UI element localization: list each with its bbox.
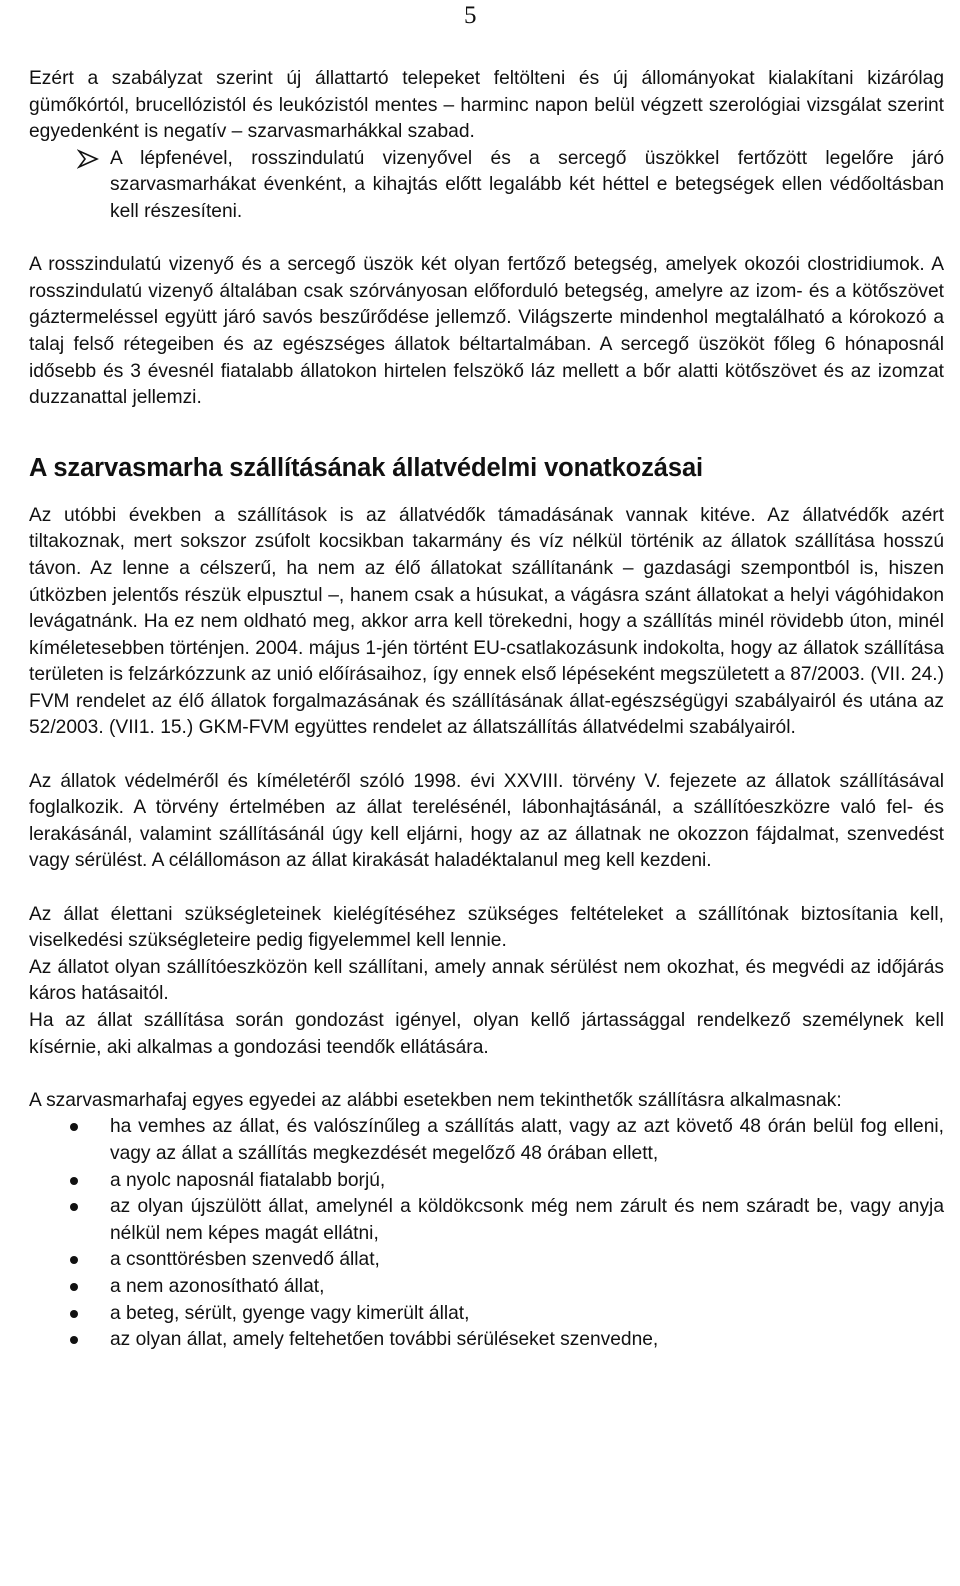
bullet-dot-icon [70,1256,78,1264]
list-item [29,1114,944,1167]
disease-paragraph: A rosszindulatú vizenyő és a sercegő üszök két olyan fertőző betegség, amelyek okozói clostridiumok. A rosszindulatú vizenyő általában csak szórványosan előforduló betegség, amelyre az izom- és a kötőszövet gáztermeléssel együtt járó savós beszűrődése jellemző. Világszerte mindenhol megtalálható a kórokozó a talaj felső rétegeiben és az egészséges állatok béltartalmában. A sercegő üszököt főleg 6 hónaposnál idősebb és 3 évesnél fiatalabb állatokon hirtelen felszökő láz mellett a bőr alatti kötőszövet és az izomzat duzzanattal jellemzi. [29,254,944,409]
document-body [29,66,944,1354]
list-item-text: a nem azonosítható állat, [110,1275,325,1297]
arrow-bullet-icon [77,149,99,169]
bullet-dot-icon [70,1203,78,1211]
section-heading: A szarvasmarha szállításának állatvédelmi vonatkozásai [29,453,704,482]
unfit-intro-paragraph: A szarvasmarhafaj egyes egyedei az alábbi esetekben nem tekinthetők szállításra alkalmasnak: [29,1089,842,1111]
list-item [29,1274,944,1301]
page-number: 5 [464,2,477,29]
needs-paragraph-2: Az állatot olyan szállítóeszközön kell szállítani, amely annak sérülést nem okozhat, és megvédi az időjárás káros hatásaitól. [29,956,944,1005]
list-item-text: a nyolc naposnál fiatalabb borjú, [110,1169,386,1191]
arrow-list-item-text: A lépfenével, rosszindulatú vizenyővel és a sercegő üszökkel fertőzött legelőre járó szarvasmarhákat évenként, a kihajtás előtt legalább két héttel e betegségek ellen védőoltásban kell részesíteni. [110,147,944,222]
list-item-text: az olyan állat, amely feltehetően további sérüléseket szenvedne, [110,1329,659,1351]
needs-paragraph-3: Ha az állat szállítása során gondozást igényel, olyan kellő jártassággal rendelkező személynek kell kísérnie, aki alkalmas a gondozási teendők ellátására. [29,1010,944,1058]
needs-paragraph-1: Az állat élettani szükségleteinek kielégítéséhez szükséges feltételeket a szállítónak biztosítania kell, viselkedési szükségleteire pedig figyelemmel kell lennie. [29,903,944,952]
bullet-dot-icon [70,1123,78,1131]
list-item [29,1301,944,1328]
bullet-dot-icon [70,1336,78,1344]
transport-paragraph: Az utóbbi években a szállítások is az állatvédők támadásának vannak kitéve. Az állatvédők azért tiltakoznak, mert sokszor zsúfolt kocsikban takarmány és víz nélkül történik az állatok szállítása hosszú távon. Az lenne a célszerű, ha nem az élő állatokat szállítanánk – gazdasági szempontból is, hiszen útközben jelentős részük elpusztul –, hanem csak a húsukat, a vágásra szánt állatokat a helyi vágóhidakon levágatnánk. Ha ez nem oldható meg, akkor arra kell törekedni, hogy a szállítás minél rövidebb úton, minél kíméletesebben történjen. 2004. május 1-jén történt EU-csatlakozásunk indokolta, hogy az állatok szállítása területen is felzárkózzunk az unió előírásaihoz, így ennek első lépéseként megszületett a 87/2003. (VII. 24.) FVM rendelet az élő állatok forgalmazásának és szállításának állat-egészségügyi szabályairól és utána az 52/2003. (VII1. 15.) GKM-FVM együttes rendelet az állatszállítás állatvédelmi szabályairól. [29,504,944,739]
bullet-dot-icon [70,1177,78,1185]
list-item-text: a beteg, sérült, gyenge vagy kimerült állat, [110,1302,470,1324]
list-item-text: az olyan újszülött állat, amelynél a köldökcsonk még nem zárult és nem száradt be, vagy anyja nélkül nem képes magát ellátni, [110,1196,944,1244]
bullet-dot-icon [70,1283,78,1291]
bullet-dot-icon [70,1310,78,1318]
intro-paragraph: Ezért a szabályzat szerint új állattartó telepeket feltölteni és új állományokat kialakítani kizárólag gümőkórtól, brucellózistól és leukózistól mentes – harminc napon belül végzett szerológiai vizsgálat szerint egyedenként is negatív – szarvasmarhákkal szabad. [29,68,944,143]
arrow-list-item [29,146,944,226]
unfit-list [29,1114,944,1353]
law-paragraph: Az állatok védelméről és kíméletéről szóló 1998. évi XXVIII. törvény V. fejezete az állatok szállításával foglalkozik. A törvény értelmében az állat terelésénél, lábonhajtásánál, a szállítóeszközre való fel- és lerakásánál, valamint szállításánál úgy kell eljárni, hogy az az állatnak ne okozzon fájdalmat, szenvedést vagy sérülést. A célállomáson az állat kirakását haladéktalanul meg kell kezdeni. [29,770,944,872]
list-item [29,1168,944,1195]
list-item [29,1247,944,1274]
list-item-text: a csonttörésben szenvedő állat, [110,1249,380,1271]
list-item-text: ha vemhes az állat, és valószínűleg a szállítás alatt, vagy az azt követő 48 órán belül fog elleni, vagy az állat a szállítás megkezdését megelőző 48 órában ellett, [110,1116,944,1164]
list-item [29,1327,944,1354]
list-item [29,1194,944,1247]
